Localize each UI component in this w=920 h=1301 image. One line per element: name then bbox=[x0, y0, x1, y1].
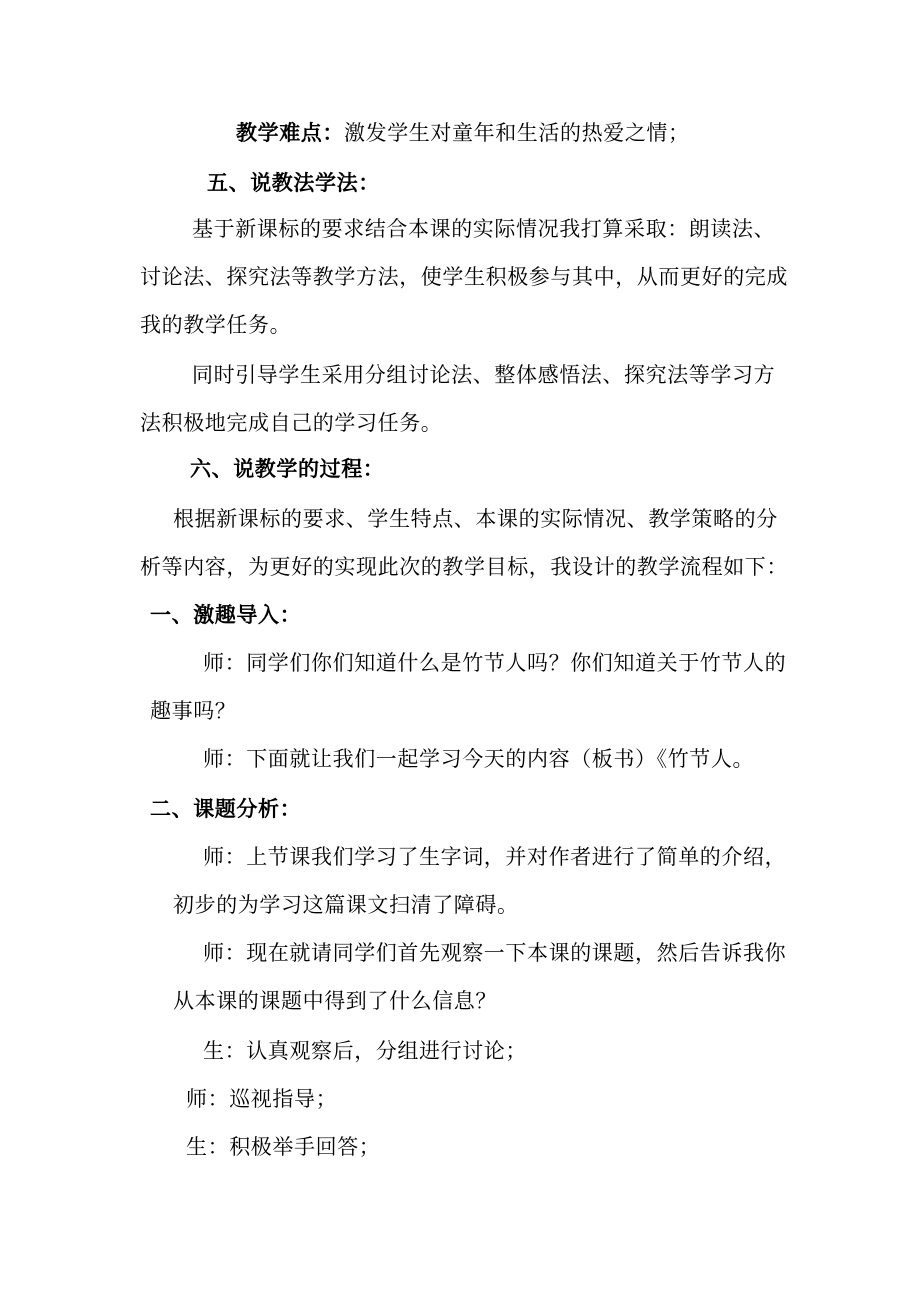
part2-line-7: 生：积极举手回答； bbox=[186, 1135, 381, 1159]
part2-line-4: 从本课的课题中得到了什么信息？ bbox=[173, 989, 497, 1013]
section5-p2-line-2: 法积极地完成自己的学习任务。 bbox=[140, 411, 443, 435]
part2-line-3: 师：现在就请同学们首先观察一下本课的课题，然后告诉我你 bbox=[203, 941, 787, 965]
section5-p1-line-2: 讨论法、探究法等教学方法，使学生积极参与其中，从而更好的完成 bbox=[140, 265, 788, 289]
part1-heading: 一、激趣导入： bbox=[150, 602, 302, 627]
section5-p2-line-1: 同时引导学生采用分组讨论法、整体感悟法、探究法等学习方 bbox=[192, 363, 776, 387]
section5-p1-line-3: 我的教学任务。 bbox=[140, 313, 292, 337]
part1-line-3: 师：下面就让我们一起学习今天的内容（板书）《竹节人。 bbox=[203, 747, 755, 771]
section6-intro-line-2: 析等内容，为更好的实现此次的教学目标，我设计的教学流程如下： bbox=[140, 555, 788, 579]
part1-line-1: 师：同学们你们知道什么是竹节人吗？你们知道关于竹节人的 bbox=[203, 651, 787, 675]
part2-line-5: 生：认真观察后，分组进行讨论； bbox=[203, 1039, 527, 1063]
section5-p1-line-1: 基于新课标的要求结合本课的实际情况我打算采取：朗读法、 bbox=[192, 217, 776, 241]
section5-heading: 五、说教法学法： bbox=[207, 170, 380, 195]
part1-line-2: 趣事吗？ bbox=[150, 699, 237, 723]
section6-intro-line-1: 根据新课标的要求、学生特点、本课的实际情况、教学策略的分 bbox=[173, 507, 778, 531]
difficulty-label: 教学难点： bbox=[236, 120, 344, 145]
difficulty-line bbox=[236, 118, 690, 148]
part2-line-2: 初步的为学习这篇课文扫清了障碍。 bbox=[173, 893, 519, 917]
difficulty-text: 激发学生对童年和生活的热爱之情； bbox=[344, 121, 690, 145]
part2-line-6: 师：巡视指导； bbox=[186, 1087, 338, 1111]
section6-heading: 六、说教学的过程： bbox=[190, 456, 385, 481]
part2-heading: 二、课题分析： bbox=[150, 796, 302, 821]
part2-line-1: 师：上节课我们学习了生字词，并对作者进行了简单的介绍， bbox=[203, 845, 787, 869]
